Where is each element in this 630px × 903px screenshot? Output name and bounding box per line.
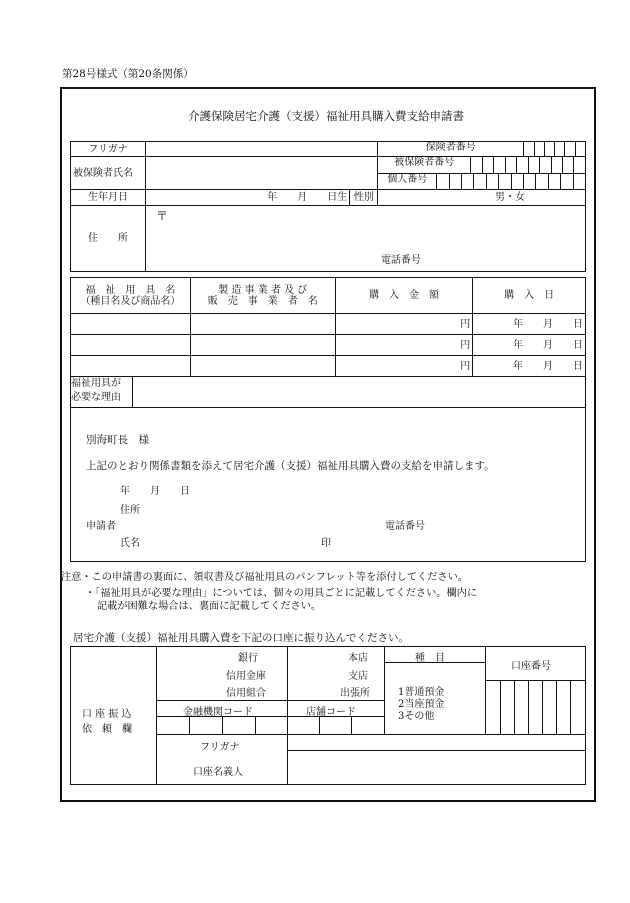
account-no-label: 口座番号 (511, 661, 551, 672)
birth-label: 生年月日 (71, 190, 146, 206)
statement-text: 上記のとおり関係書類を添えて居宅介護（支援）福祉用具購入費の支給を申請します。 (86, 460, 495, 472)
col-date-header: 購 入 日 (473, 278, 586, 314)
bank-type-2[interactable]: 信用金庫 (226, 671, 266, 682)
address-label: 住 所 (71, 206, 146, 272)
branch-code-label: 店舗コード (306, 707, 356, 718)
insured-no-boxes[interactable] (470, 157, 585, 173)
phone-label: 電話番号 (380, 255, 421, 266)
furigana-label: フリガナ (71, 142, 146, 157)
personal-no-boxes[interactable] (436, 174, 585, 189)
insured-no-cell (378, 157, 586, 174)
insured-name-field[interactable] (145, 157, 377, 190)
bank-hline-code (156, 700, 384, 701)
bank-hline-holder2 (287, 750, 586, 751)
sex-label: 性別 (350, 190, 378, 206)
date-field[interactable]: 年 月 日 (473, 356, 586, 377)
table-row (71, 356, 586, 377)
col-item-header: 福 祉 用 具 名 （種目名及び商品名） (71, 278, 191, 314)
note-2: ・「福祉用具が必要な理由」については、個々の用具ごとに記載してください。欄内に (85, 588, 478, 599)
bank-code-label: 金融機関コード (183, 707, 253, 718)
items-table (70, 277, 586, 377)
seal-mark: 印 (321, 538, 331, 549)
holder-furigana-label: フリガナ (200, 742, 240, 753)
item-name-field[interactable] (71, 314, 191, 335)
bank-vline-4 (485, 646, 486, 734)
maker-field[interactable] (190, 356, 335, 377)
bank-intro: 居宅介護（支援）福祉用具購入費を下記の口座に振り込んでください。 (73, 632, 409, 644)
birth-field[interactable]: 年 月 日生 (145, 190, 349, 206)
date-field[interactable]: 年 月 日 (473, 335, 586, 356)
maker-field[interactable] (190, 335, 335, 356)
reason-field[interactable] (134, 377, 584, 407)
bank-type-1[interactable]: 銀行 (238, 653, 258, 664)
table-row (71, 335, 586, 356)
bank-label-2: 依 頼 欄 (82, 724, 132, 735)
note-1: 注意・この申請書の裏面に、領収書及び福祉用具のパンフレット等を添付してください。 (61, 572, 468, 583)
applicant-label: 申請者 (86, 521, 116, 532)
personal-info-table (70, 141, 586, 272)
applicant-address-label: 住所 (120, 505, 140, 516)
reason-label: 福祉用具が 必要な理由 (70, 376, 133, 408)
branch-type-3[interactable]: 出張所 (340, 688, 370, 699)
insurer-no-cell (378, 142, 586, 157)
insured-no-label: 被保険者番号 (394, 157, 455, 168)
bank-type-3[interactable]: 信用組合 (226, 688, 266, 699)
personal-no-label: 個人番号 (387, 174, 428, 185)
branch-type-2[interactable]: 支店 (348, 671, 368, 682)
furigana-field[interactable] (145, 142, 377, 157)
item-name-field[interactable] (71, 335, 191, 356)
form-number: 第28号様式（第20条関係） (62, 68, 194, 80)
bank-hline-holder (156, 734, 586, 735)
table-row (71, 314, 586, 335)
applicant-phone-label: 電話番号 (385, 521, 425, 532)
kind-option-2[interactable]: 2当座預金 (398, 699, 445, 710)
reason-divider (70, 407, 586, 408)
application-date[interactable]: 年 月 日 (120, 486, 190, 497)
holder-name-field[interactable] (289, 752, 585, 784)
form-title: 介護保険居宅介護（支援）福祉用具購入費支給申請書 (188, 109, 464, 123)
amount-field[interactable]: 円 (335, 356, 473, 377)
sex-field[interactable]: 男・女 (378, 190, 586, 206)
bank-label-1: 口 座 振 込 (82, 709, 132, 720)
maker-field[interactable] (190, 314, 335, 335)
amount-field[interactable]: 円 (335, 335, 473, 356)
date-field[interactable]: 年 月 日 (473, 314, 586, 335)
col-amount-header: 購 入 金 額 (335, 278, 473, 314)
kind-label: 種 目 (415, 653, 445, 664)
holder-name-label: 口座名義人 (193, 767, 243, 778)
postal-mark: 〒 (155, 209, 168, 223)
amount-field[interactable]: 円 (335, 314, 473, 335)
item-name-field[interactable] (71, 356, 191, 377)
kind-option-3[interactable]: 3その他 (398, 711, 435, 722)
addressee: 別海町長 様 (86, 434, 149, 446)
branch-type-1[interactable]: 本店 (348, 653, 368, 664)
insurer-no-boxes[interactable] (523, 142, 585, 156)
personal-no-cell (378, 174, 586, 190)
kind-option-1[interactable]: 1普通預金 (398, 687, 445, 698)
insurer-no-label: 保険者番号 (425, 142, 476, 153)
note-3: 記載が困難な場合は、裏面に記載してください。 (97, 601, 322, 612)
applicant-name-label: 氏名 (120, 538, 140, 549)
address-field[interactable] (145, 206, 585, 272)
col-maker-header: 製 造 事 業 者 及 び 販 売 事 業 者 名 (190, 278, 335, 314)
insured-name-label: 被保険者氏名 (71, 157, 146, 190)
bank-vline-3 (384, 646, 385, 734)
